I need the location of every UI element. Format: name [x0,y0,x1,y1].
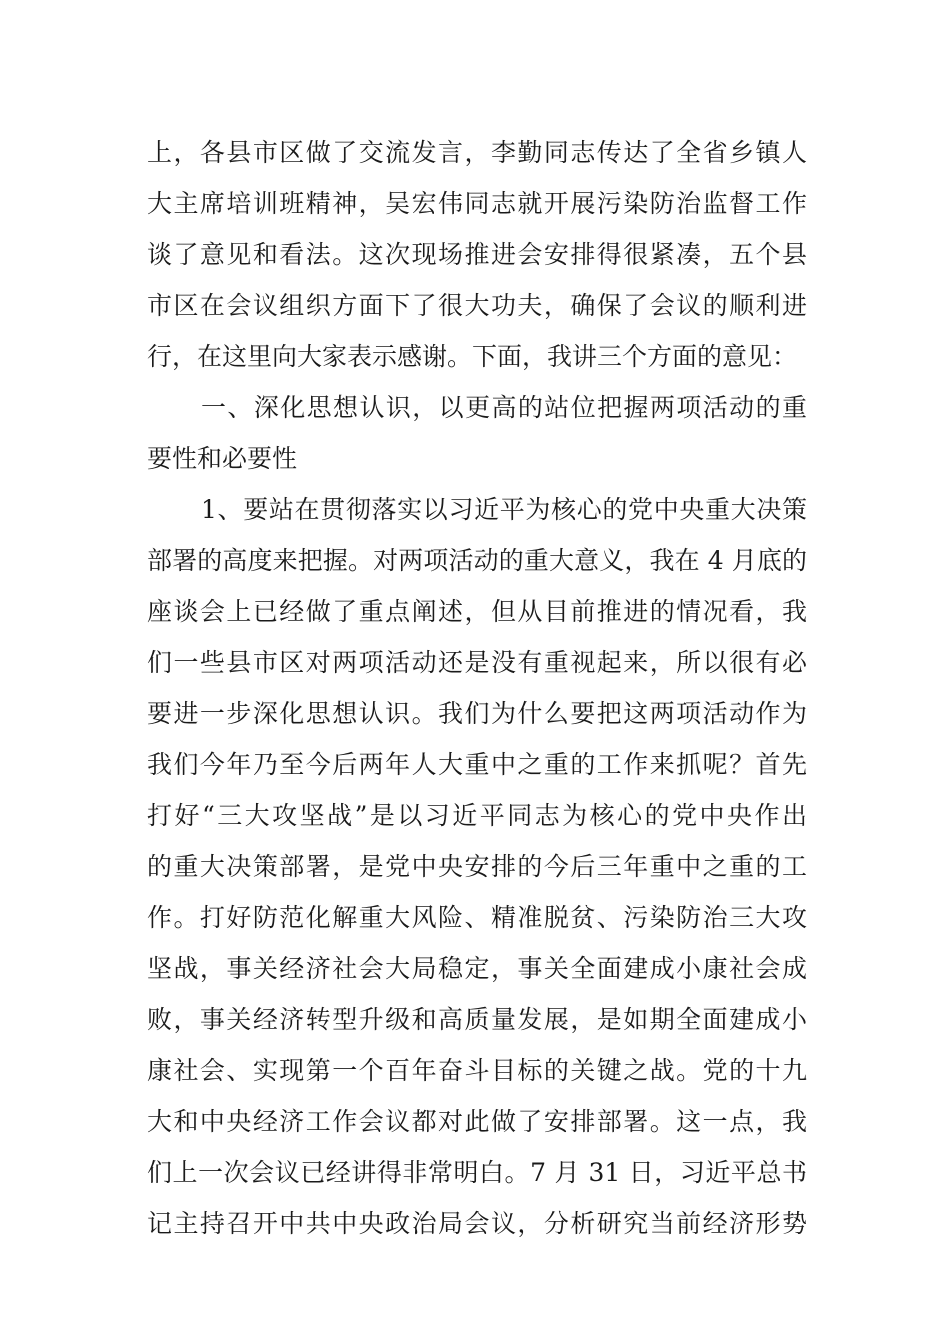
text-line: 座谈会上已经做了重点阐述，但从目前推进的情况看，我 [147,597,807,626]
text-line: 1、要站在贯彻落实以习近平为核心的党中央重大决策 [201,495,807,524]
text-line: 上，各县市区做了交流发言，李勤同志传达了全省乡镇人 [147,138,807,167]
text-line: 打好“三大攻坚战”是以习近平同志为核心的党中央作出 [147,801,807,830]
text-line: 要进一步深化思想认识。我们为什么要把这两项活动作为 [147,699,807,728]
text-line: 坚战，事关经济社会大局稳定，事关全面建成小康社会成 [147,954,807,983]
text-line: 行，在这里向大家表示感谢。下面，我讲三个方面的意见： [147,342,798,371]
text-line: 部署的高度来把握。对两项活动的重大意义，我在 4 月底的 [147,546,807,575]
text-line: 谈了意见和看法。这次现场推进会安排得很紧凑，五个县 [147,240,807,269]
text-line: 大和中央经济工作会议都对此做了安排部署。这一点，我 [147,1107,807,1136]
text-line: 市区在会议组织方面下了很大功夫，确保了会议的顺利进 [147,291,807,320]
text-line: 记主持召开中共中央政治局会议，分析研究当前经济形势 [147,1209,807,1238]
text-line: 我们今年乃至今后两年人大重中之重的工作来抓呢？首先 [147,750,807,779]
text-line: 作。打好防范化解重大风险、精准脱贫、污染防治三大攻 [147,903,807,932]
text-line: 们上一次会议已经讲得非常明白。7 月 31 日，习近平总书 [147,1158,807,1187]
text-line: 大主席培训班精神，吴宏伟同志就开展污染防治监督工作 [147,189,807,218]
section-heading-line: 要性和必要性 [147,444,298,473]
text-line: 康社会、实现第一个百年奋斗目标的关键之战。党的十九 [147,1056,807,1085]
section-heading-line: 一、深化思想认识，以更高的站位把握两项活动的重 [201,393,807,422]
text-line: 的重大决策部署，是党中央安排的今后三年重中之重的工 [147,852,807,881]
text-line: 败，事关经济转型升级和高质量发展，是如期全面建成小 [147,1005,807,1034]
text-line: 们一些县市区对两项活动还是没有重视起来，所以很有必 [147,648,807,677]
